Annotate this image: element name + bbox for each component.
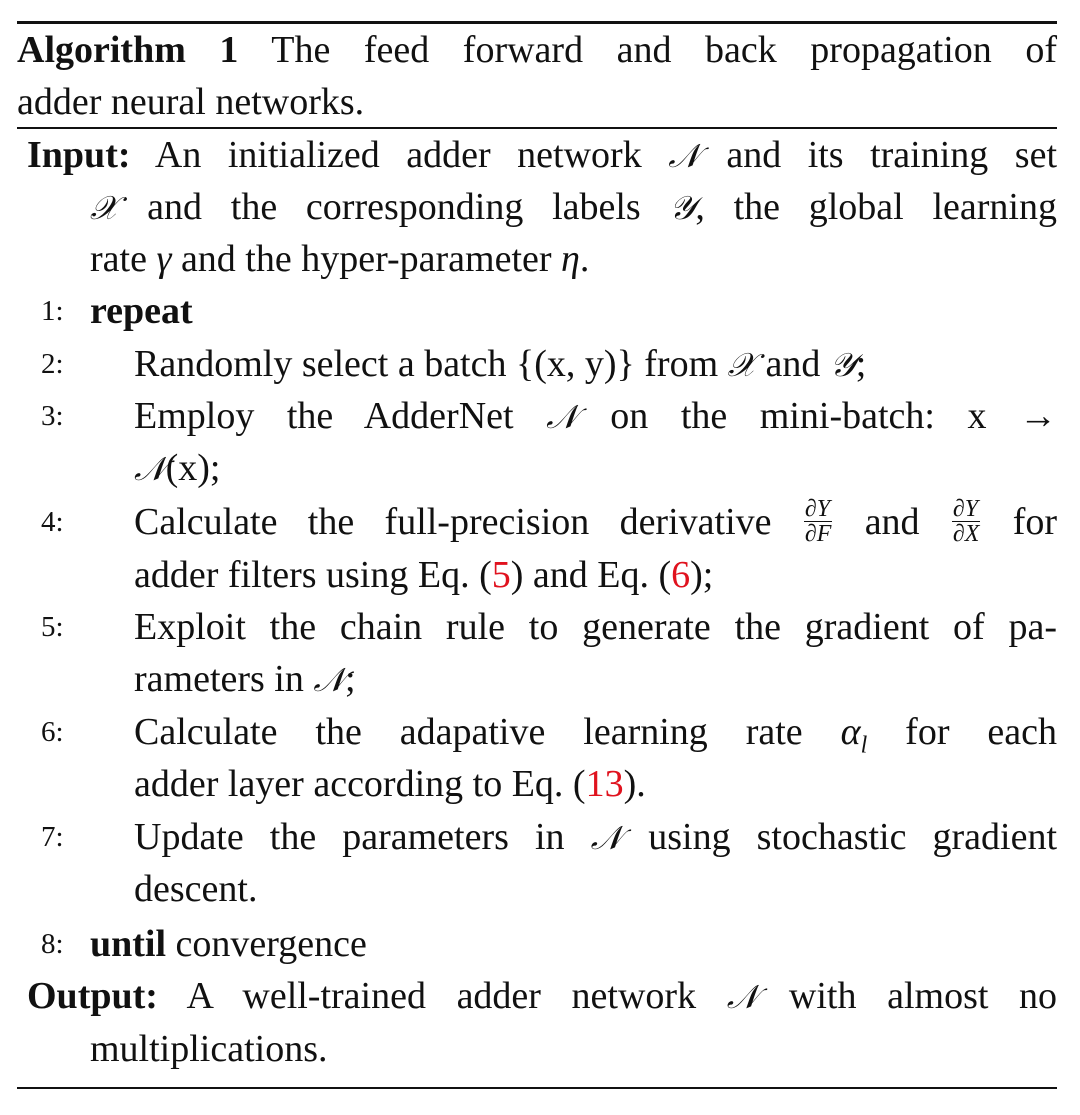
output-label: Output: — [27, 975, 158, 1017]
step-7-text-2: descent. — [134, 868, 258, 910]
eq-ref-13-link[interactable]: 13 — [585, 763, 624, 805]
network-symbol: 𝒩 — [668, 136, 700, 175]
step-3-text-2: 𝒩(x); — [134, 447, 221, 489]
step-number: 5: — [41, 611, 64, 643]
step-7-text-1: Update the parameters in 𝒩 using stochastic gradient — [134, 816, 1058, 858]
step-number: 1: — [41, 295, 64, 327]
step-number: 6: — [41, 716, 64, 748]
step-8-text: until convergence — [90, 923, 367, 965]
input-line-3: rate γ and the hyper-parameter η. — [90, 238, 590, 280]
caption-label: Algorithm 1 — [17, 29, 239, 71]
algorithm-box — [17, 0, 1057, 1115]
alpha-l-symbol: $\alpha_l$ — [840, 711, 868, 759]
caption-line-1 — [17, 24, 1057, 76]
step-5-text-1: Exploit the chain rule to generate the gradient of pa- — [134, 606, 1057, 648]
eq-ref-5-link[interactable]: 5 — [491, 554, 511, 596]
derivative-dy-df: $\frac{\partial Y}{\partial F}$ — [804, 495, 832, 547]
gamma-symbol: γ — [156, 238, 172, 280]
bottom-rule — [17, 1087, 1057, 1089]
step-4-text-1: Calculate the full-precision derivative $\frac{\partial Y}{\partial F}$ and $\frac{\partial Y}{\partial X}$ for — [134, 495, 1058, 547]
eq-ref-6-link[interactable]: 6 — [671, 554, 691, 596]
eta-symbol: η — [561, 238, 580, 280]
derivative-dy-dx: $\frac{\partial Y}{\partial X}$ — [952, 495, 980, 547]
input-label: Input: — [27, 134, 131, 176]
step-6-text-2: adder layer according to Eq. (13). — [134, 763, 646, 805]
step-5-text-2: rameters in 𝒩; — [134, 658, 356, 700]
caption-text-1: The feed forward and back propagation of — [271, 29, 1057, 71]
step-number: 2: — [41, 348, 64, 380]
input-line-1: Input: An initialized adder network 𝒩 and its training set — [27, 134, 1057, 176]
caption-line-2: adder neural networks. — [17, 81, 365, 123]
step-number: 3: — [41, 400, 64, 432]
step-number: 8: — [41, 928, 64, 960]
step-4-text-2: adder filters using Eq. (5) and Eq. (6); — [134, 554, 714, 596]
step-3-text-1: Employ the AdderNet 𝒩 on the mini-batch: x → — [134, 395, 1058, 437]
step-number: 4: — [41, 506, 64, 538]
input-line-2: 𝒳 and the corresponding labels 𝒴, the global learning — [90, 186, 1057, 228]
output-line-1: Output: A well-trained adder network 𝒩 with almost no — [27, 975, 1058, 1017]
step-number: 7: — [41, 821, 64, 853]
step-2-text: Randomly select a batch {(x, y)} from 𝒳 and 𝒴; — [134, 343, 867, 385]
step-6-text-1: Calculate the adapative learning rate $\alpha_l$ for each — [134, 711, 1058, 759]
labels-symbol: 𝒴 — [669, 188, 696, 227]
output-line-2: multiplications. — [90, 1028, 328, 1070]
step-1-text: repeat — [90, 290, 193, 332]
training-set-symbol: 𝒳 — [90, 188, 119, 227]
